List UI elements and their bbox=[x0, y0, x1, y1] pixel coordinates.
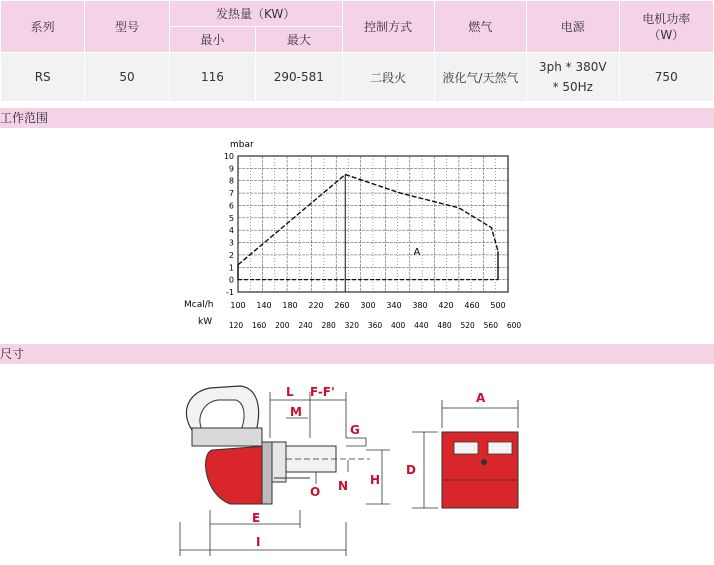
header-max: 最大 bbox=[256, 27, 342, 53]
x-tick-label-mcal: 100 bbox=[230, 301, 246, 310]
x-tick-label-kw: 280 bbox=[321, 321, 336, 330]
chart-frame bbox=[238, 156, 508, 292]
y-tick-label: 4 bbox=[228, 226, 234, 236]
x-tick-label-kw: 120 bbox=[228, 321, 244, 330]
burner-flange bbox=[262, 442, 272, 504]
x-tick-label-mcal: 460 bbox=[464, 301, 480, 310]
dim-label-l: L bbox=[286, 385, 294, 399]
x-tick-label-mcal: 340 bbox=[386, 301, 402, 310]
burner-cover-window bbox=[200, 400, 244, 432]
x-tick-label-mcal: 180 bbox=[282, 301, 298, 310]
chart-grid bbox=[238, 156, 508, 292]
x-tick-label-kw: 200 bbox=[275, 321, 290, 330]
dim-label-n: N bbox=[338, 479, 349, 493]
dim-label-g: G bbox=[350, 423, 360, 437]
cell-fuel: 液化气/天然气 bbox=[434, 53, 526, 102]
dim-label-m: M bbox=[290, 405, 302, 419]
header-min: 最小 bbox=[169, 27, 255, 53]
x-tick-labels-mcal bbox=[230, 301, 505, 310]
y-tick-label: 9 bbox=[228, 164, 234, 174]
x-tick-label-mcal: 420 bbox=[438, 301, 454, 310]
x-tick-label-kw: 480 bbox=[437, 321, 452, 330]
x-tick-label-kw: 400 bbox=[391, 321, 406, 330]
header-motor-power-line1: 电机功率 bbox=[642, 11, 691, 26]
cell-motor-power: 750 bbox=[619, 53, 714, 102]
x-tick-label-kw: 360 bbox=[367, 321, 383, 330]
y-tick-label: 1 bbox=[228, 263, 234, 273]
x-tick-label-kw: 240 bbox=[298, 321, 313, 330]
dim-label-d: D bbox=[406, 463, 416, 477]
section-working-range: 工作范围 bbox=[0, 108, 714, 128]
x-tick-label-mcal: 380 bbox=[412, 301, 428, 310]
cell-min: 116 bbox=[169, 53, 255, 102]
dim-label-e: E bbox=[252, 511, 261, 525]
burner-front-drawing bbox=[402, 384, 522, 534]
dim-label-i: I bbox=[256, 535, 261, 549]
dim-label-a: A bbox=[476, 391, 486, 405]
dim-label-f: F-F' bbox=[310, 385, 335, 399]
header-model: 型号 bbox=[85, 1, 169, 53]
y-tick-label: -1 bbox=[226, 288, 234, 297]
y-axis-label: mbar bbox=[230, 140, 254, 150]
x-tick-label-mcal: 140 bbox=[256, 301, 272, 310]
dim-label-o: O bbox=[310, 485, 321, 499]
x-tick-label-kw: 320 bbox=[344, 321, 359, 330]
y-tick-label: 7 bbox=[228, 189, 234, 199]
y-tick-label: 5 bbox=[228, 213, 234, 223]
header-heat-output: 发热量（KW） bbox=[169, 1, 342, 27]
mount-plate bbox=[272, 442, 286, 482]
x-tick-label-kw: 160 bbox=[252, 321, 267, 330]
front-center-dot bbox=[481, 459, 487, 465]
cell-power-line2: * 50Hz bbox=[552, 80, 593, 94]
cell-power-supply bbox=[527, 53, 619, 102]
front-panel-left bbox=[454, 442, 478, 454]
y-tick-label: 8 bbox=[228, 176, 234, 186]
front-panel-right bbox=[488, 442, 512, 454]
y-tick-label: 3 bbox=[228, 238, 234, 248]
area-label-a: A bbox=[413, 246, 421, 258]
cell-power-line1: 3ph * 380V bbox=[538, 60, 607, 74]
header-power-supply: 电源 bbox=[527, 1, 619, 53]
dim-label-h: H bbox=[370, 473, 381, 487]
header-control: 控制方式 bbox=[342, 1, 434, 53]
y-tick-labels bbox=[224, 152, 234, 297]
cell-series: RS bbox=[1, 53, 85, 102]
section-dimensions: 尺寸 bbox=[0, 344, 714, 364]
x-unit-kw: kW bbox=[198, 317, 213, 327]
x-tick-label-kw: 440 bbox=[414, 321, 429, 330]
header-series: 系列 bbox=[1, 1, 85, 53]
x-tick-label-mcal: 260 bbox=[334, 301, 350, 310]
x-tick-label-kw: 560 bbox=[483, 321, 498, 330]
header-motor-power-line2: （W） bbox=[648, 27, 685, 42]
burner-red-housing bbox=[206, 446, 266, 504]
y-tick-label: 10 bbox=[223, 152, 234, 161]
cell-model: 50 bbox=[85, 53, 169, 102]
cell-max: 290-581 bbox=[256, 53, 342, 102]
y-tick-label: 0 bbox=[228, 275, 234, 285]
spec-table bbox=[0, 0, 714, 102]
header-fuel: 燃气 bbox=[434, 1, 526, 53]
x-tick-label-mcal: 300 bbox=[360, 301, 376, 310]
working-range-chart bbox=[184, 138, 522, 334]
x-tick-label-kw: 600 bbox=[506, 321, 522, 330]
x-tick-label-mcal: 500 bbox=[490, 301, 506, 310]
blast-tube bbox=[286, 446, 336, 472]
y-tick-label: 6 bbox=[228, 201, 234, 211]
x-unit-mcal: Mcal/h bbox=[184, 300, 214, 310]
x-tick-labels-kw bbox=[229, 321, 522, 330]
x-tick-label-kw: 520 bbox=[460, 321, 475, 330]
y-tick-label: 2 bbox=[228, 250, 234, 260]
header-motor-power bbox=[619, 1, 714, 53]
x-tick-label-mcal: 220 bbox=[308, 301, 324, 310]
burner-body-top bbox=[192, 428, 262, 446]
cell-control: 二段火 bbox=[342, 53, 434, 102]
